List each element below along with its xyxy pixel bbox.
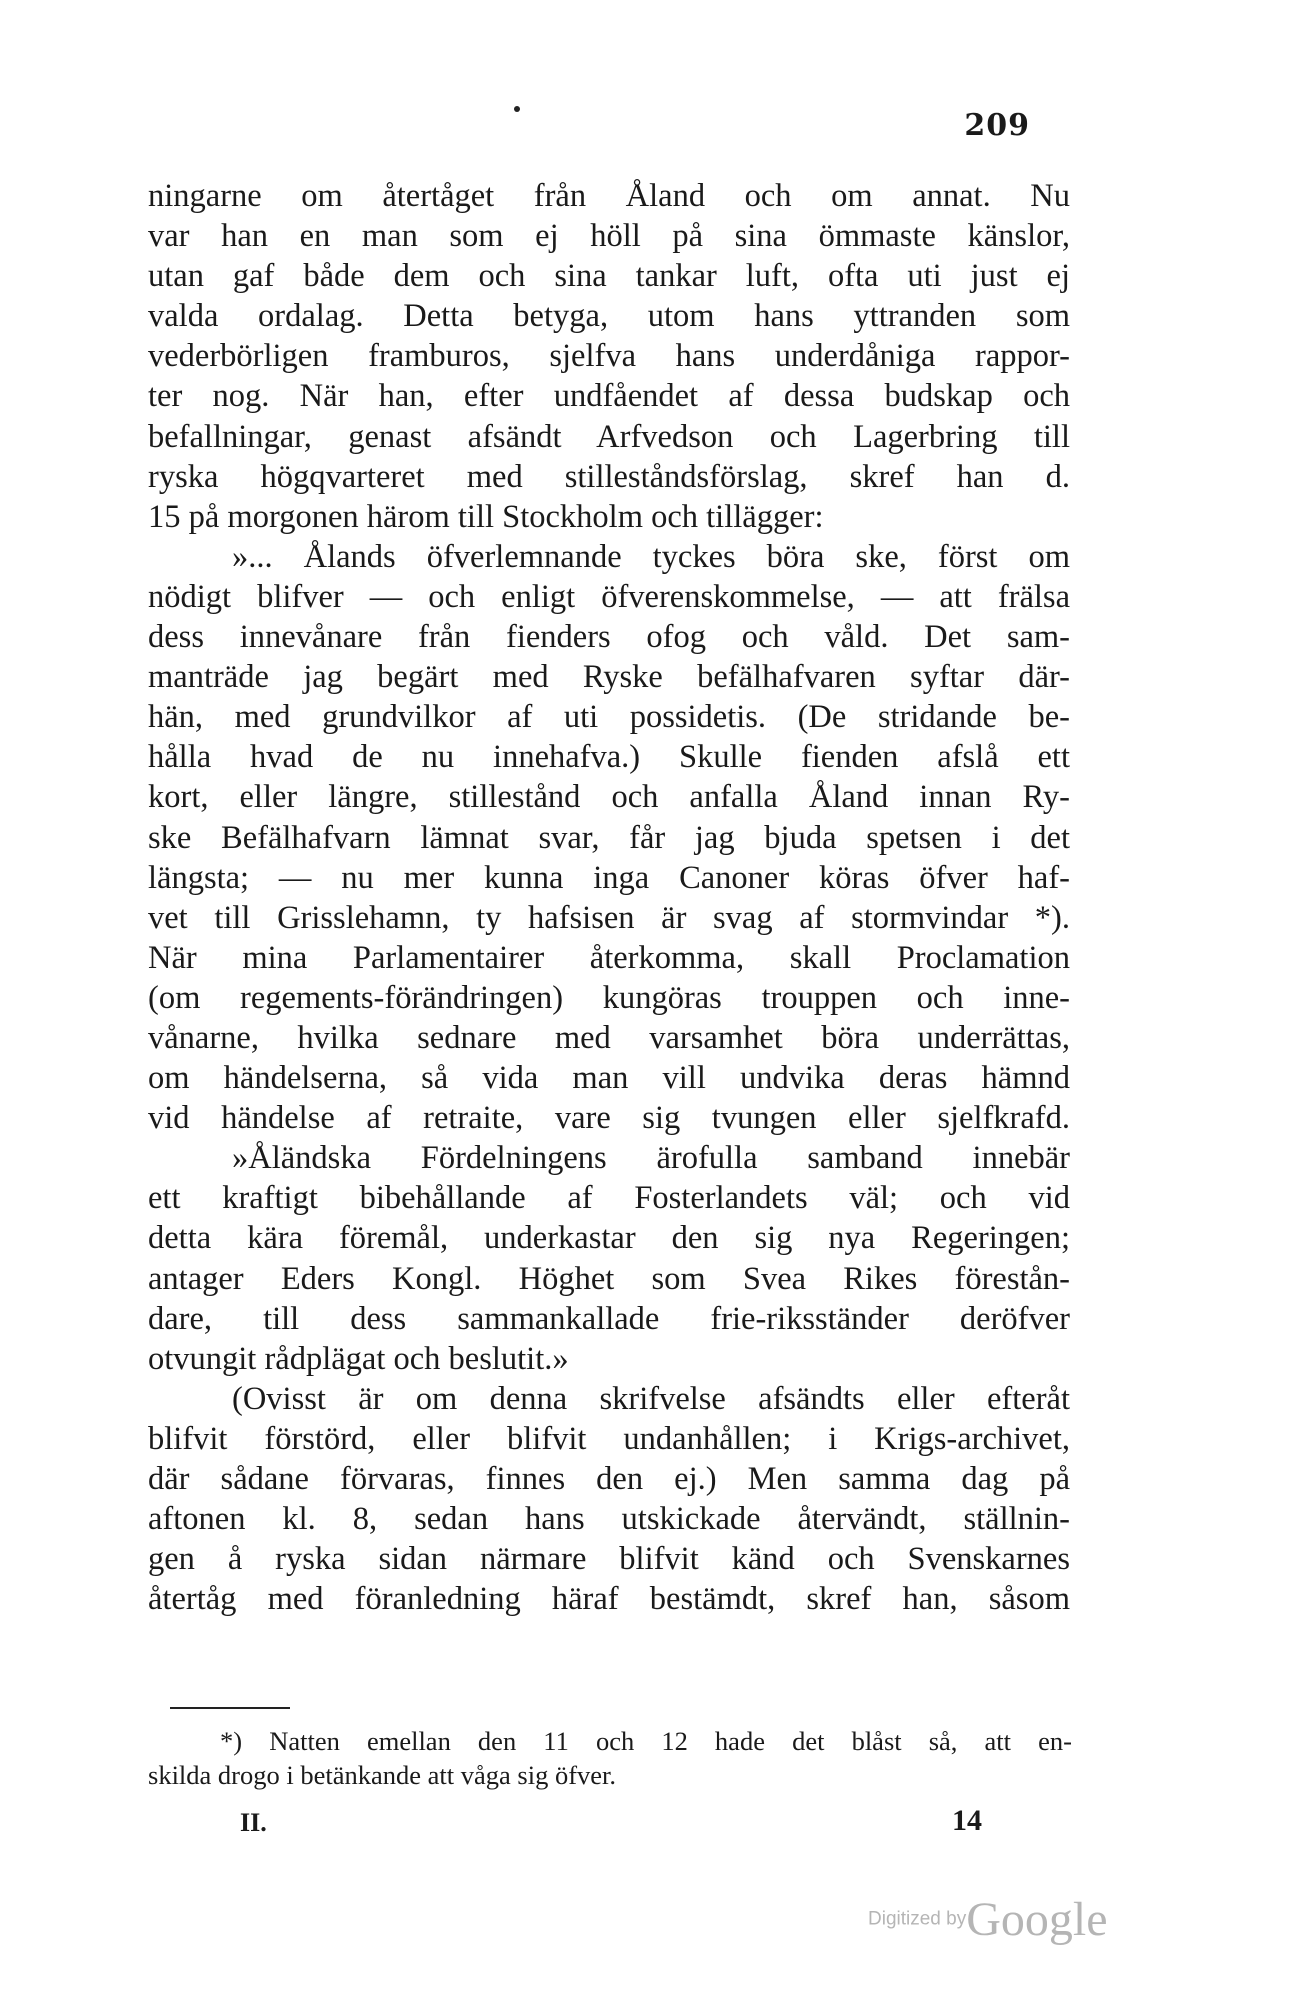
text-line: gen å ryska sidan närmare blifvit känd och Svenskarnes	[148, 1541, 1070, 1578]
text-line: antager Eders Kongl. Höghet som Svea Rikes förestån-	[148, 1260, 1070, 1297]
text-line: ett kraftigt bibehållande af Fosterlandets väl; och vid	[148, 1180, 1070, 1217]
text-line: (om regements-förändringen) kungöras trouppen och inne-	[148, 979, 1070, 1016]
text-line: kort, eller längre, stillestånd och anfalla Åland innan Ry-	[148, 779, 1070, 816]
text-line: manträde jag begärt med Ryske befälhafvaren syftar där-	[148, 659, 1070, 696]
text-line: otvungit rådplägat och beslutit.»	[148, 1340, 569, 1377]
text-line: dare, till dess sammankallade frie-riksständer deröfver	[148, 1300, 1070, 1337]
body-text	[148, 176, 1070, 1619]
text-line: ningarne om återtåget från Åland och om annat. Nu	[148, 178, 1070, 214]
text-line: blifvit förstörd, eller blifvit undanhållen; i Krigs-archivet,	[148, 1420, 1070, 1457]
signature-mark: II.	[240, 1808, 267, 1837]
text-line: 15 på morgonen härom till Stockholm och tillägger:	[148, 498, 824, 535]
text-line: »... Ålands öfverlemnande tyckes böra ske, först om	[232, 538, 1070, 575]
text-line: utan gaf både dem och sina tankar luft, ofta uti just ej	[148, 258, 1070, 295]
printer-dot	[514, 106, 520, 112]
text-line: längsta; — nu mer kunna inga Canoner köras öfver haf-	[148, 859, 1070, 896]
text-line: ske Befälhafvarn lämnat svar, får jag bjuda spetsen i det	[148, 819, 1070, 856]
footnote-rule	[170, 1707, 290, 1709]
text-line: (Ovisst är om denna skrifvelse afsändts eller efteråt	[232, 1380, 1070, 1417]
text-line: vet till Grisslehamn, ty hafsisen är svag af stormvindar *).	[148, 899, 1070, 936]
text-line: »Åländska Fördelningens ärofulla samband innebär	[232, 1140, 1070, 1177]
text-line: aftonen kl. 8, sedan hans utskickade återvändt, ställnin-	[148, 1501, 1070, 1538]
footnote-line: skilda drogo i betänkande att våga sig öfver.	[148, 1760, 617, 1790]
text-line: om händelserna, så vida man vill undvika deras hämnd	[148, 1060, 1070, 1097]
text-line: ter nog. När han, efter undfåendet af dessa budskap och	[148, 378, 1070, 415]
text-line: var han en man som ej höll på sina ömmaste känslor,	[148, 218, 1070, 255]
text-line: valda ordalag. Detta betyga, utom hans yttranden som	[148, 298, 1070, 335]
text-line: vånarne, hvilka sednare med varsamhet böra underrättas,	[148, 1019, 1070, 1056]
text-line: ryska högqvarteret med stilleståndsförslag, skref han d.	[148, 458, 1070, 495]
text-line: befallningar, genast afsändt Arfvedson och Lagerbring till	[148, 418, 1070, 455]
text-line: återtåg med föranledning häraf bestämdt, skref han, såsom	[148, 1581, 1070, 1618]
text-line: detta kära föremål, underkastar den sig nya Regeringen;	[148, 1220, 1070, 1257]
footnote-line: *) Natten emellan den 11 och 12 hade det blåst så, att en-	[220, 1726, 1072, 1756]
text-line: nödigt blifver — och enligt öfverenskommelse, — att frälsa	[148, 578, 1070, 615]
watermark-prefix: Digitized by	[868, 1908, 967, 1930]
sheet-number: 14	[952, 1804, 982, 1837]
footnote	[148, 1724, 1072, 1792]
text-line: vederbörligen framburos, sjelfva hans underdåniga rappor-	[148, 338, 1070, 375]
text-line: När mina Parlamentairer återkomma, skall Proclamation	[148, 939, 1070, 976]
text-line: vid händelse af retraite, vare sig tvungen eller sjelfkrafd.	[148, 1100, 1070, 1137]
text-line: hålla hvad de nu innehafva.) Skulle fienden afslå ett	[148, 739, 1070, 776]
watermark-brand: Google	[966, 1893, 1108, 1946]
page-number: 209	[964, 108, 1030, 143]
text-line: hän, med grundvilkor af uti possidetis. (De stridande be-	[148, 699, 1070, 736]
text-line: dess innevånare från fienders ofog och våld. Det sam-	[148, 619, 1070, 656]
text-line: där sådane förvaras, finnes den ej.) Men samma dag på	[148, 1461, 1070, 1497]
digitized-watermark	[868, 1892, 1108, 1947]
